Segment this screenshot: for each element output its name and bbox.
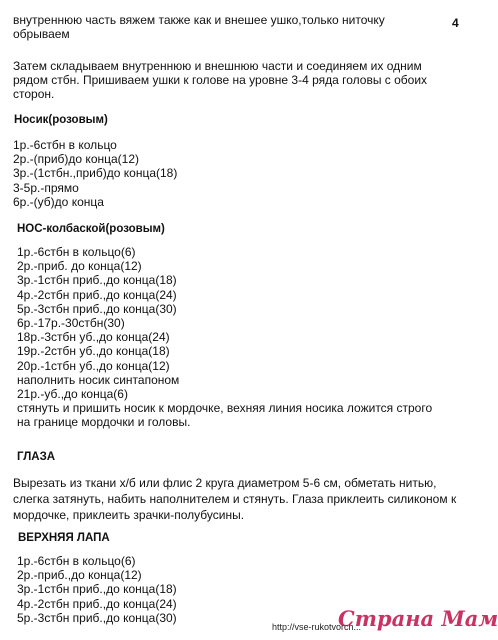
- nose-row: 2р.-(приб)до конца(12): [13, 152, 139, 167]
- nose-rows: [13, 138, 177, 209]
- sausage-nose-row: 18р.-3стбн уб.,до конца(24): [17, 330, 170, 345]
- eyes-heading: ГЛАЗА: [17, 451, 56, 463]
- upper-paw-row: 3р.-1стбн приб.,до конца(18): [17, 582, 177, 597]
- upper-paw-row: 5р.-3стбн приб.,до конца(30): [17, 610, 177, 625]
- upper-paw-row: 4р.-2стбн приб.,до конца(24): [17, 596, 177, 611]
- sausage-nose-rows: [17, 245, 432, 430]
- sausage-nose-row: 6р.-17р.-30стбн(30): [17, 316, 125, 331]
- source-url: http://vse-rukotvorch...: [272, 622, 362, 632]
- sausage-nose-row: наполнить носик синтапоном: [17, 372, 180, 387]
- nose-row: 6р.-(уб)до конца: [13, 194, 104, 209]
- sausage-nose-row: на границе мордочки и головы.: [17, 415, 191, 430]
- sausage-nose-row: 19р.-2стбн уб.,до конца(18): [17, 344, 170, 359]
- sausage-nose-row: 2р.-приб. до конца(12): [17, 259, 142, 274]
- intro-paragraph-2: Затем складываем внутреннюю и внешнюю части и соединяем их одним рядом стбн. Пришиваем ушки к голове на уровне 3-4 ряда головы с обоих сторон.: [13, 59, 428, 101]
- intro-paragraph-1: внутреннюю часть вяжем также как и внешее ушко,только ниточку обрываем: [13, 13, 385, 41]
- sausage-nose-heading: НОС-колбаской(розовым): [17, 223, 165, 235]
- site-watermark: Страна Мам: [338, 606, 498, 631]
- nose-heading: Носик(розовым): [14, 114, 108, 126]
- upper-paw-row: 2р.-приб.,до конца(12): [17, 568, 142, 583]
- nose-row: 1р.-6стбн в кольцо: [13, 138, 117, 152]
- sausage-nose-row: 4р.-2стбн приб.,до конца(24): [17, 287, 177, 302]
- nose-row: 3р.-(1стбн.,приб)до конца(18): [13, 166, 178, 181]
- upper-paw-row: 1р.-6стбн в кольцо(6): [17, 554, 136, 568]
- page-number: 4: [452, 16, 459, 30]
- eyes-paragraph: Вырезать из ткани х/б или флис 2 круга диаметром 5-6 см, обметать нитью, слегка затянуть, набить наполнителем и стянуть. Глаза приклеить силиконом к мордочке, приклеить зрачки-полубусины.: [13, 476, 457, 522]
- sausage-nose-row: 3р.-1стбн приб.,до конца(18): [17, 273, 177, 288]
- sausage-nose-row: стянуть и пришить носик к мордочке, вехняя линия носика ложится строго: [17, 401, 433, 416]
- sausage-nose-row: 21р.-уб.,до конца(6): [17, 387, 128, 402]
- upper-paw-rows: [17, 554, 177, 625]
- sausage-nose-row: 1р.-6стбн в кольцо(6): [17, 245, 136, 259]
- sausage-nose-row: 5р.-3стбн приб.,до конца(30): [17, 301, 177, 316]
- nose-row: 3-5р.-прямо: [13, 180, 79, 195]
- sausage-nose-row: 20р.-1стбн уб.,до конца(12): [17, 358, 170, 373]
- upper-paw-heading: ВЕРХНЯЯ ЛАПА: [18, 532, 110, 544]
